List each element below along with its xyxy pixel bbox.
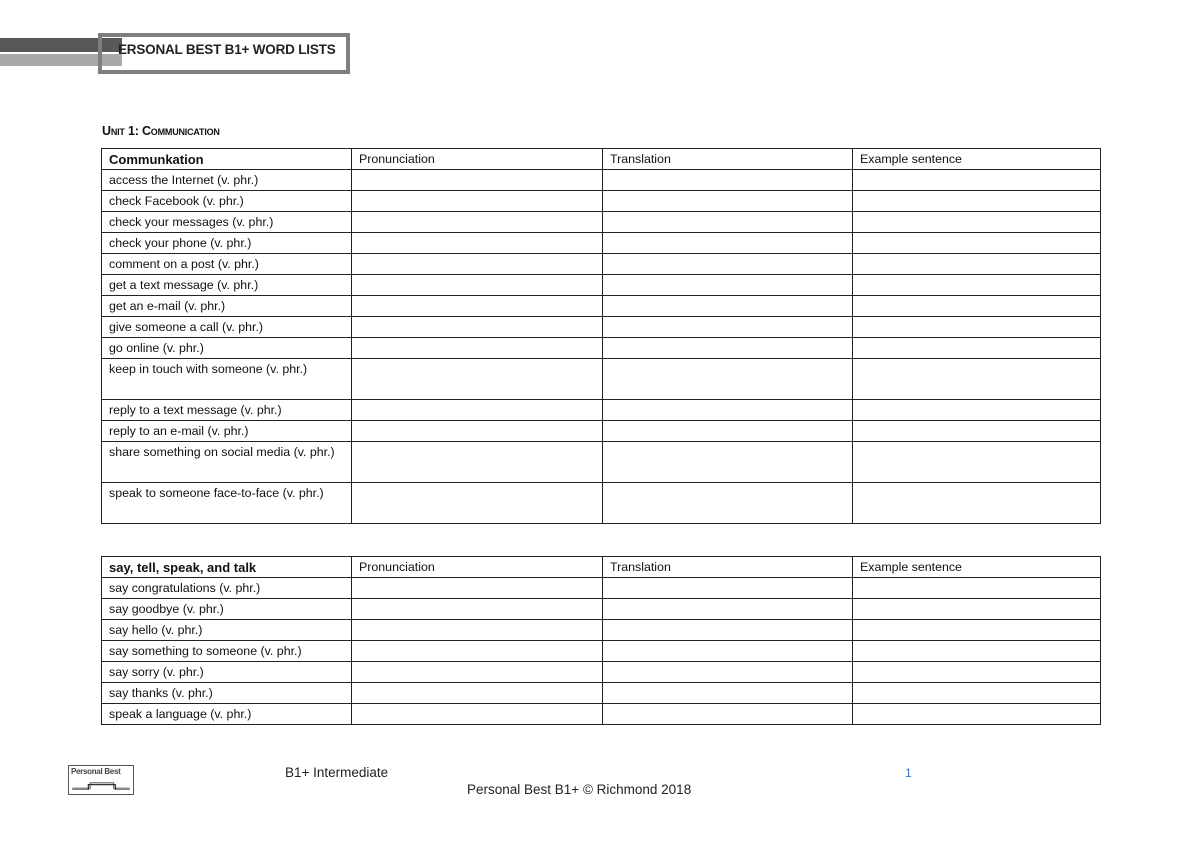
- translation-cell[interactable]: [603, 233, 853, 254]
- pronunciation-cell[interactable]: [352, 662, 603, 683]
- table-row: [102, 442, 1101, 483]
- pronunciation-cell[interactable]: [352, 641, 603, 662]
- pronunciation-cell[interactable]: [352, 400, 603, 421]
- translation-cell[interactable]: [603, 170, 853, 191]
- term-cell: say hello (v. phr.): [102, 620, 352, 641]
- table-row: [102, 359, 1101, 400]
- translation-cell[interactable]: [603, 212, 853, 233]
- translation-cell[interactable]: [603, 400, 853, 421]
- translation-cell[interactable]: [603, 704, 853, 725]
- pronunciation-cell[interactable]: [352, 317, 603, 338]
- example-sentence-cell[interactable]: [853, 421, 1101, 442]
- example-sentence-cell[interactable]: [853, 254, 1101, 275]
- term-cell: say goodbye (v. phr.): [102, 599, 352, 620]
- word-list-table-say-tell-speak-talk: [101, 556, 1101, 725]
- term-cell: check Facebook (v. phr.): [102, 191, 352, 212]
- example-sentence-cell[interactable]: [853, 338, 1101, 359]
- term-cell: reply to an e-mail (v. phr.): [102, 421, 352, 442]
- pronunciation-cell[interactable]: [352, 338, 603, 359]
- example-sentence-cell[interactable]: [853, 662, 1101, 683]
- pronunciation-cell[interactable]: [352, 578, 603, 599]
- personal-best-logo: [68, 765, 134, 795]
- pronunciation-cell[interactable]: [352, 442, 603, 483]
- table-row: [102, 233, 1101, 254]
- pronunciation-cell[interactable]: [352, 191, 603, 212]
- translation-cell[interactable]: [603, 599, 853, 620]
- table-row: [102, 296, 1101, 317]
- logo-step-lines-icon: [69, 781, 133, 790]
- example-sentence-cell[interactable]: [853, 578, 1101, 599]
- term-cell: get an e-mail (v. phr.): [102, 296, 352, 317]
- pronunciation-cell[interactable]: [352, 170, 603, 191]
- term-cell: give someone a call (v. phr.): [102, 317, 352, 338]
- example-sentence-cell[interactable]: [853, 296, 1101, 317]
- example-sentence-cell[interactable]: [853, 400, 1101, 421]
- example-sentence-cell[interactable]: [853, 442, 1101, 483]
- pronunciation-cell[interactable]: [352, 421, 603, 442]
- term-cell: check your phone (v. phr.): [102, 233, 352, 254]
- footer-level: B1+ Intermediate: [285, 765, 389, 780]
- translation-cell[interactable]: [603, 275, 853, 296]
- column-header: Example sentence: [853, 557, 1101, 578]
- logo-text: Personal Best: [71, 767, 121, 776]
- term-cell: say sorry (v. phr.): [102, 662, 352, 683]
- example-sentence-cell[interactable]: [853, 212, 1101, 233]
- translation-cell[interactable]: [603, 683, 853, 704]
- footer-copyright: Personal Best B1+ © Richmond 2018: [467, 782, 692, 797]
- translation-cell[interactable]: [603, 483, 853, 524]
- column-header: Translation: [603, 557, 853, 578]
- table-row: [102, 254, 1101, 275]
- example-sentence-cell[interactable]: [853, 483, 1101, 524]
- translation-cell[interactable]: [603, 421, 853, 442]
- example-sentence-cell[interactable]: [853, 599, 1101, 620]
- translation-cell[interactable]: [603, 578, 853, 599]
- translation-cell[interactable]: [603, 620, 853, 641]
- translation-cell[interactable]: [603, 317, 853, 338]
- term-cell: speak to someone face-to-face (v. phr.): [102, 483, 352, 524]
- table-row: [102, 170, 1101, 191]
- term-cell: comment on a post (v. phr.): [102, 254, 352, 275]
- table-row: [102, 620, 1101, 641]
- page-number: 1: [905, 766, 912, 780]
- table-row: [102, 212, 1101, 233]
- example-sentence-cell[interactable]: [853, 359, 1101, 400]
- column-header: Translation: [603, 149, 853, 170]
- table-row: [102, 578, 1101, 599]
- pronunciation-cell[interactable]: [352, 620, 603, 641]
- example-sentence-cell[interactable]: [853, 704, 1101, 725]
- pronunciation-cell[interactable]: [352, 359, 603, 400]
- table-row: [102, 704, 1101, 725]
- term-cell: share something on social media (v. phr.): [102, 442, 352, 483]
- example-sentence-cell[interactable]: [853, 317, 1101, 338]
- example-sentence-cell[interactable]: [853, 620, 1101, 641]
- table-row: [102, 662, 1101, 683]
- translation-cell[interactable]: [603, 254, 853, 275]
- pronunciation-cell[interactable]: [352, 599, 603, 620]
- translation-cell[interactable]: [603, 296, 853, 317]
- translation-cell[interactable]: [603, 191, 853, 212]
- term-cell: reply to a text message (v. phr.): [102, 400, 352, 421]
- pronunciation-cell[interactable]: [352, 233, 603, 254]
- pronunciation-cell[interactable]: [352, 704, 603, 725]
- example-sentence-cell[interactable]: [853, 683, 1101, 704]
- table-row: [102, 317, 1101, 338]
- translation-cell[interactable]: [603, 641, 853, 662]
- pronunciation-cell[interactable]: [352, 275, 603, 296]
- table-header-row: [102, 557, 1101, 578]
- table-row: [102, 275, 1101, 296]
- term-cell: check your messages (v. phr.): [102, 212, 352, 233]
- example-sentence-cell[interactable]: [853, 641, 1101, 662]
- column-header: say, tell, speak, and talk: [102, 557, 352, 578]
- example-sentence-cell[interactable]: [853, 275, 1101, 296]
- table-row: [102, 641, 1101, 662]
- term-cell: say congratulations (v. phr.): [102, 578, 352, 599]
- pronunciation-cell[interactable]: [352, 296, 603, 317]
- term-cell: access the Internet (v. phr.): [102, 170, 352, 191]
- example-sentence-cell[interactable]: [853, 191, 1101, 212]
- column-header: Pronunciation: [352, 149, 603, 170]
- table-row: [102, 483, 1101, 524]
- table-row: [102, 683, 1101, 704]
- term-cell: go online (v. phr.): [102, 338, 352, 359]
- pronunciation-cell[interactable]: [352, 254, 603, 275]
- translation-cell[interactable]: [603, 338, 853, 359]
- term-cell: say something to someone (v. phr.): [102, 641, 352, 662]
- term-cell: get a text message (v. phr.): [102, 275, 352, 296]
- table-header-row: [102, 149, 1101, 170]
- translation-cell[interactable]: [603, 442, 853, 483]
- table-row: [102, 191, 1101, 212]
- table-row: [102, 421, 1101, 442]
- translation-cell[interactable]: [603, 662, 853, 683]
- term-cell: say thanks (v. phr.): [102, 683, 352, 704]
- pronunciation-cell[interactable]: [352, 483, 603, 524]
- term-cell: speak a language (v. phr.): [102, 704, 352, 725]
- column-header: Pronunciation: [352, 557, 603, 578]
- example-sentence-cell[interactable]: [853, 233, 1101, 254]
- term-cell: keep in touch with someone (v. phr.): [102, 359, 352, 400]
- example-sentence-cell[interactable]: [853, 170, 1101, 191]
- unit-title: Unit 1: Communication: [102, 124, 220, 138]
- pronunciation-cell[interactable]: [352, 683, 603, 704]
- table-row: [102, 599, 1101, 620]
- column-header: Communkation: [102, 149, 352, 170]
- translation-cell[interactable]: [603, 359, 853, 400]
- header-title: ERSONAL BEST B1+ WORD LISTS: [118, 42, 336, 57]
- table-row: [102, 338, 1101, 359]
- column-header: Example sentence: [853, 149, 1101, 170]
- table-row: [102, 400, 1101, 421]
- word-list-table-communication: [101, 148, 1101, 524]
- pronunciation-cell[interactable]: [352, 212, 603, 233]
